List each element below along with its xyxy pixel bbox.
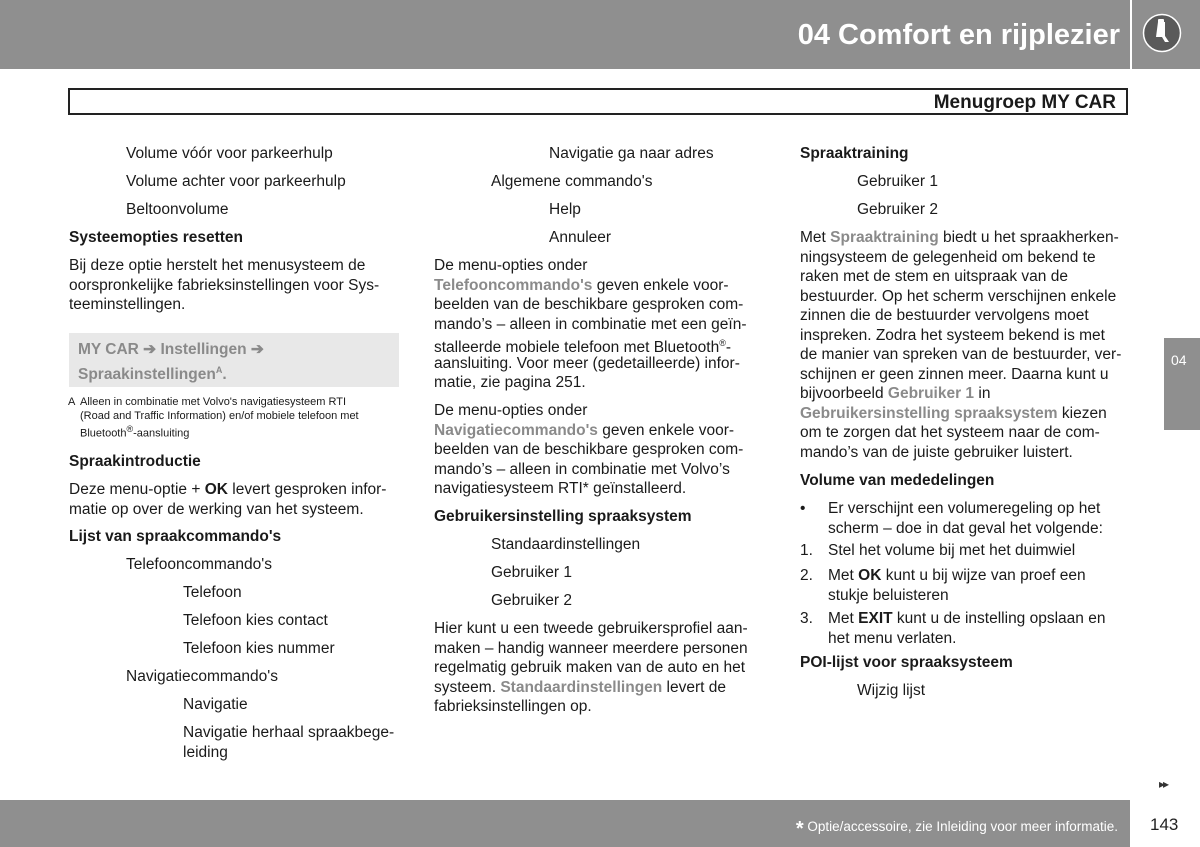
paragraph-line: mando’s – alleen in combinatie met een geïn-	[434, 315, 747, 333]
paragraph-line: Telefooncommando's geven enkele voor-	[434, 276, 729, 294]
paragraph-line: bijvoorbeeld Gebruiker 1 in	[800, 385, 991, 402]
paragraph-line: schijnen er geen zinnen meer. Daarna kunt u	[800, 365, 1109, 383]
chapter-tab-label: 04	[1171, 352, 1187, 368]
paragraph-line: De menu-opties onder	[434, 257, 588, 274]
menu-item: Telefoon kies contact	[183, 612, 328, 629]
menu-item: Navigatiecommando's	[126, 668, 279, 685]
paragraph-line: om te zorgen dat het systeem naar de com-	[800, 424, 1100, 441]
menu-path-line: MY CAR ➔ Instellingen ➔	[78, 341, 264, 358]
paragraph-line: mando’s – alleen in combinatie met Volvo’s	[434, 460, 730, 478]
menu-item: Telefooncommando's	[126, 556, 272, 573]
seat-icon	[1142, 13, 1182, 53]
menu-item: Volume achter voor parkeerhulp	[126, 173, 346, 190]
menu-item: Wijzig lijst	[857, 682, 926, 699]
paragraph-line: navigatiesysteem RTI* geïnstalleerd.	[434, 480, 687, 497]
step-text: Met OK kunt u bij wijze van proef een	[828, 567, 1086, 584]
menu-item: Volume vóór voor parkeerhulp	[126, 145, 333, 162]
footnote-line: (Road and Traffic Information) en/of mobiele telefoon met	[80, 409, 359, 422]
chapter-tab	[1164, 338, 1200, 430]
paragraph-line: mando’s van de juiste gebruiker luistert.	[800, 443, 1073, 461]
step-number: 2.	[800, 567, 813, 584]
menu-item: Navigatie ga naar adres	[549, 145, 714, 162]
paragraph-line: inspreken. Zodra het systeem bekend is met	[800, 326, 1105, 344]
chapter-title: 04 Comfort en rijplezier	[797, 19, 1120, 51]
step-text: stukje beluisteren	[828, 586, 949, 604]
paragraph-line: zinnen die de bestuurder vervolgens moet	[800, 307, 1089, 324]
paragraph-line: Met Spraaktraining biedt u het spraakherken-	[800, 229, 1119, 246]
menu-item: leiding	[183, 743, 228, 761]
heading: Gebruikersinstelling spraaksystem	[434, 508, 692, 525]
paragraph-line: Deze menu-optie + OK levert gesproken infor-	[69, 481, 387, 498]
paragraph-line: oorspronkelijke fabrieksinstellingen voor Sys-	[69, 276, 380, 294]
menu-item: Gebruiker 2	[857, 201, 938, 218]
footnote-line: Bluetooth®-aansluiting	[80, 424, 190, 440]
heading: Volume van mededelingen	[800, 472, 995, 489]
page-number-box	[1130, 800, 1200, 847]
menu-item: Navigatie herhaal spraakbege-	[183, 724, 395, 741]
paragraph-line: matie op over de werking van het systeem.	[69, 500, 364, 518]
paragraph-line: systeem. Standaardinstellingen levert de	[434, 678, 727, 696]
section-title: Menugroep MY CAR	[933, 92, 1116, 113]
chapter-icon-box	[1132, 0, 1200, 69]
footer-note: * Optie/accessoire, zie Inleiding voor meer informatie.	[795, 818, 1118, 840]
step-number: 3.	[800, 610, 813, 627]
paragraph-line: ningsysteem de gelegenheid om bekend te	[800, 248, 1096, 266]
step-text: Met EXIT kunt u de instelling opslaan en	[828, 610, 1106, 627]
bullet-marker: •	[800, 500, 806, 517]
bullet-line: scherm – doe in dat geval het volgende:	[828, 519, 1103, 537]
continue-arrows-icon: ▸▸	[1159, 777, 1168, 791]
menu-item: Standaardinstellingen	[491, 536, 641, 553]
heading: Lijst van spraakcommando's	[69, 528, 282, 545]
step-text: Stel het volume bij met het duimwiel	[828, 542, 1076, 559]
heading: Spraaktraining	[800, 145, 909, 162]
section-header	[68, 88, 1128, 115]
paragraph-line: raken met de stem en uitspraak van de	[800, 268, 1068, 285]
paragraph-line: aansluiting. Voor meer (gedetailleerde) infor-	[434, 354, 740, 372]
footer-bar	[0, 800, 1130, 847]
menu-path-box	[69, 333, 399, 387]
paragraph-line: stalleerde mobiele telefoon met Bluetooth®-	[434, 338, 732, 357]
menu-item: Telefoon	[183, 584, 242, 601]
menu-item: Gebruiker 2	[491, 592, 572, 609]
menu-item: Gebruiker 1	[857, 173, 938, 190]
footnote-marker: A	[68, 396, 76, 408]
paragraph-line: beelden van de beschikbare gesproken com-	[434, 441, 744, 458]
heading: Systeemopties resetten	[69, 229, 244, 246]
paragraph-line: Hier kunt u een tweede gebruikersprofiel aan-	[434, 620, 748, 637]
heading: POI-lijst voor spraaksysteem	[800, 654, 1013, 671]
menu-item: Beltoonvolume	[126, 201, 229, 218]
step-number: 1.	[800, 542, 813, 559]
menu-item: Navigatie	[183, 696, 248, 713]
paragraph-line: matie, zie pagina 251.	[434, 374, 586, 391]
menu-item: Telefoon kies nummer	[183, 640, 335, 657]
paragraph-line: de manier van spreken van de bestuurder, ver-	[800, 346, 1122, 363]
menu-item: Gebruiker 1	[491, 564, 572, 581]
paragraph-line: teeminstellingen.	[69, 296, 186, 313]
paragraph-line: fabrieksinstellingen op.	[434, 698, 592, 715]
menu-path-line: Spraakinstellingen$^A$.	[78, 365, 227, 384]
paragraph-line: Gebruikersinstelling spraaksystem kiezen	[800, 404, 1107, 422]
paragraph-line: regelmatig gebruik maken van de auto en het	[434, 659, 746, 676]
bullet-line: Er verschijnt een volumeregeling op het	[828, 500, 1101, 517]
paragraph-line: beelden van de beschikbare gesproken com-	[434, 296, 744, 313]
chapter-header	[0, 0, 1130, 69]
paragraph-line: bestuurder. Op het scherm verschijnen enkele	[800, 287, 1117, 305]
menu-item: Algemene commando's	[491, 173, 653, 190]
page-number: 143	[1150, 815, 1179, 834]
paragraph-line: De menu-opties onder	[434, 402, 588, 419]
heading: Spraakintroductie	[69, 453, 201, 470]
menu-item: Help	[549, 201, 581, 218]
menu-item: Annuleer	[549, 229, 612, 246]
paragraph-line: Navigatiecommando's geven enkele voor-	[434, 421, 735, 439]
paragraph-line: Bij deze optie herstelt het menusysteem de	[69, 257, 366, 274]
footnote-line: Alleen in combinatie met Volvo's navigatiesysteem RTI	[80, 396, 347, 408]
step-text: het menu verlaten.	[828, 629, 957, 647]
paragraph-line: maken – handig wanneer meerdere personen	[434, 639, 748, 657]
